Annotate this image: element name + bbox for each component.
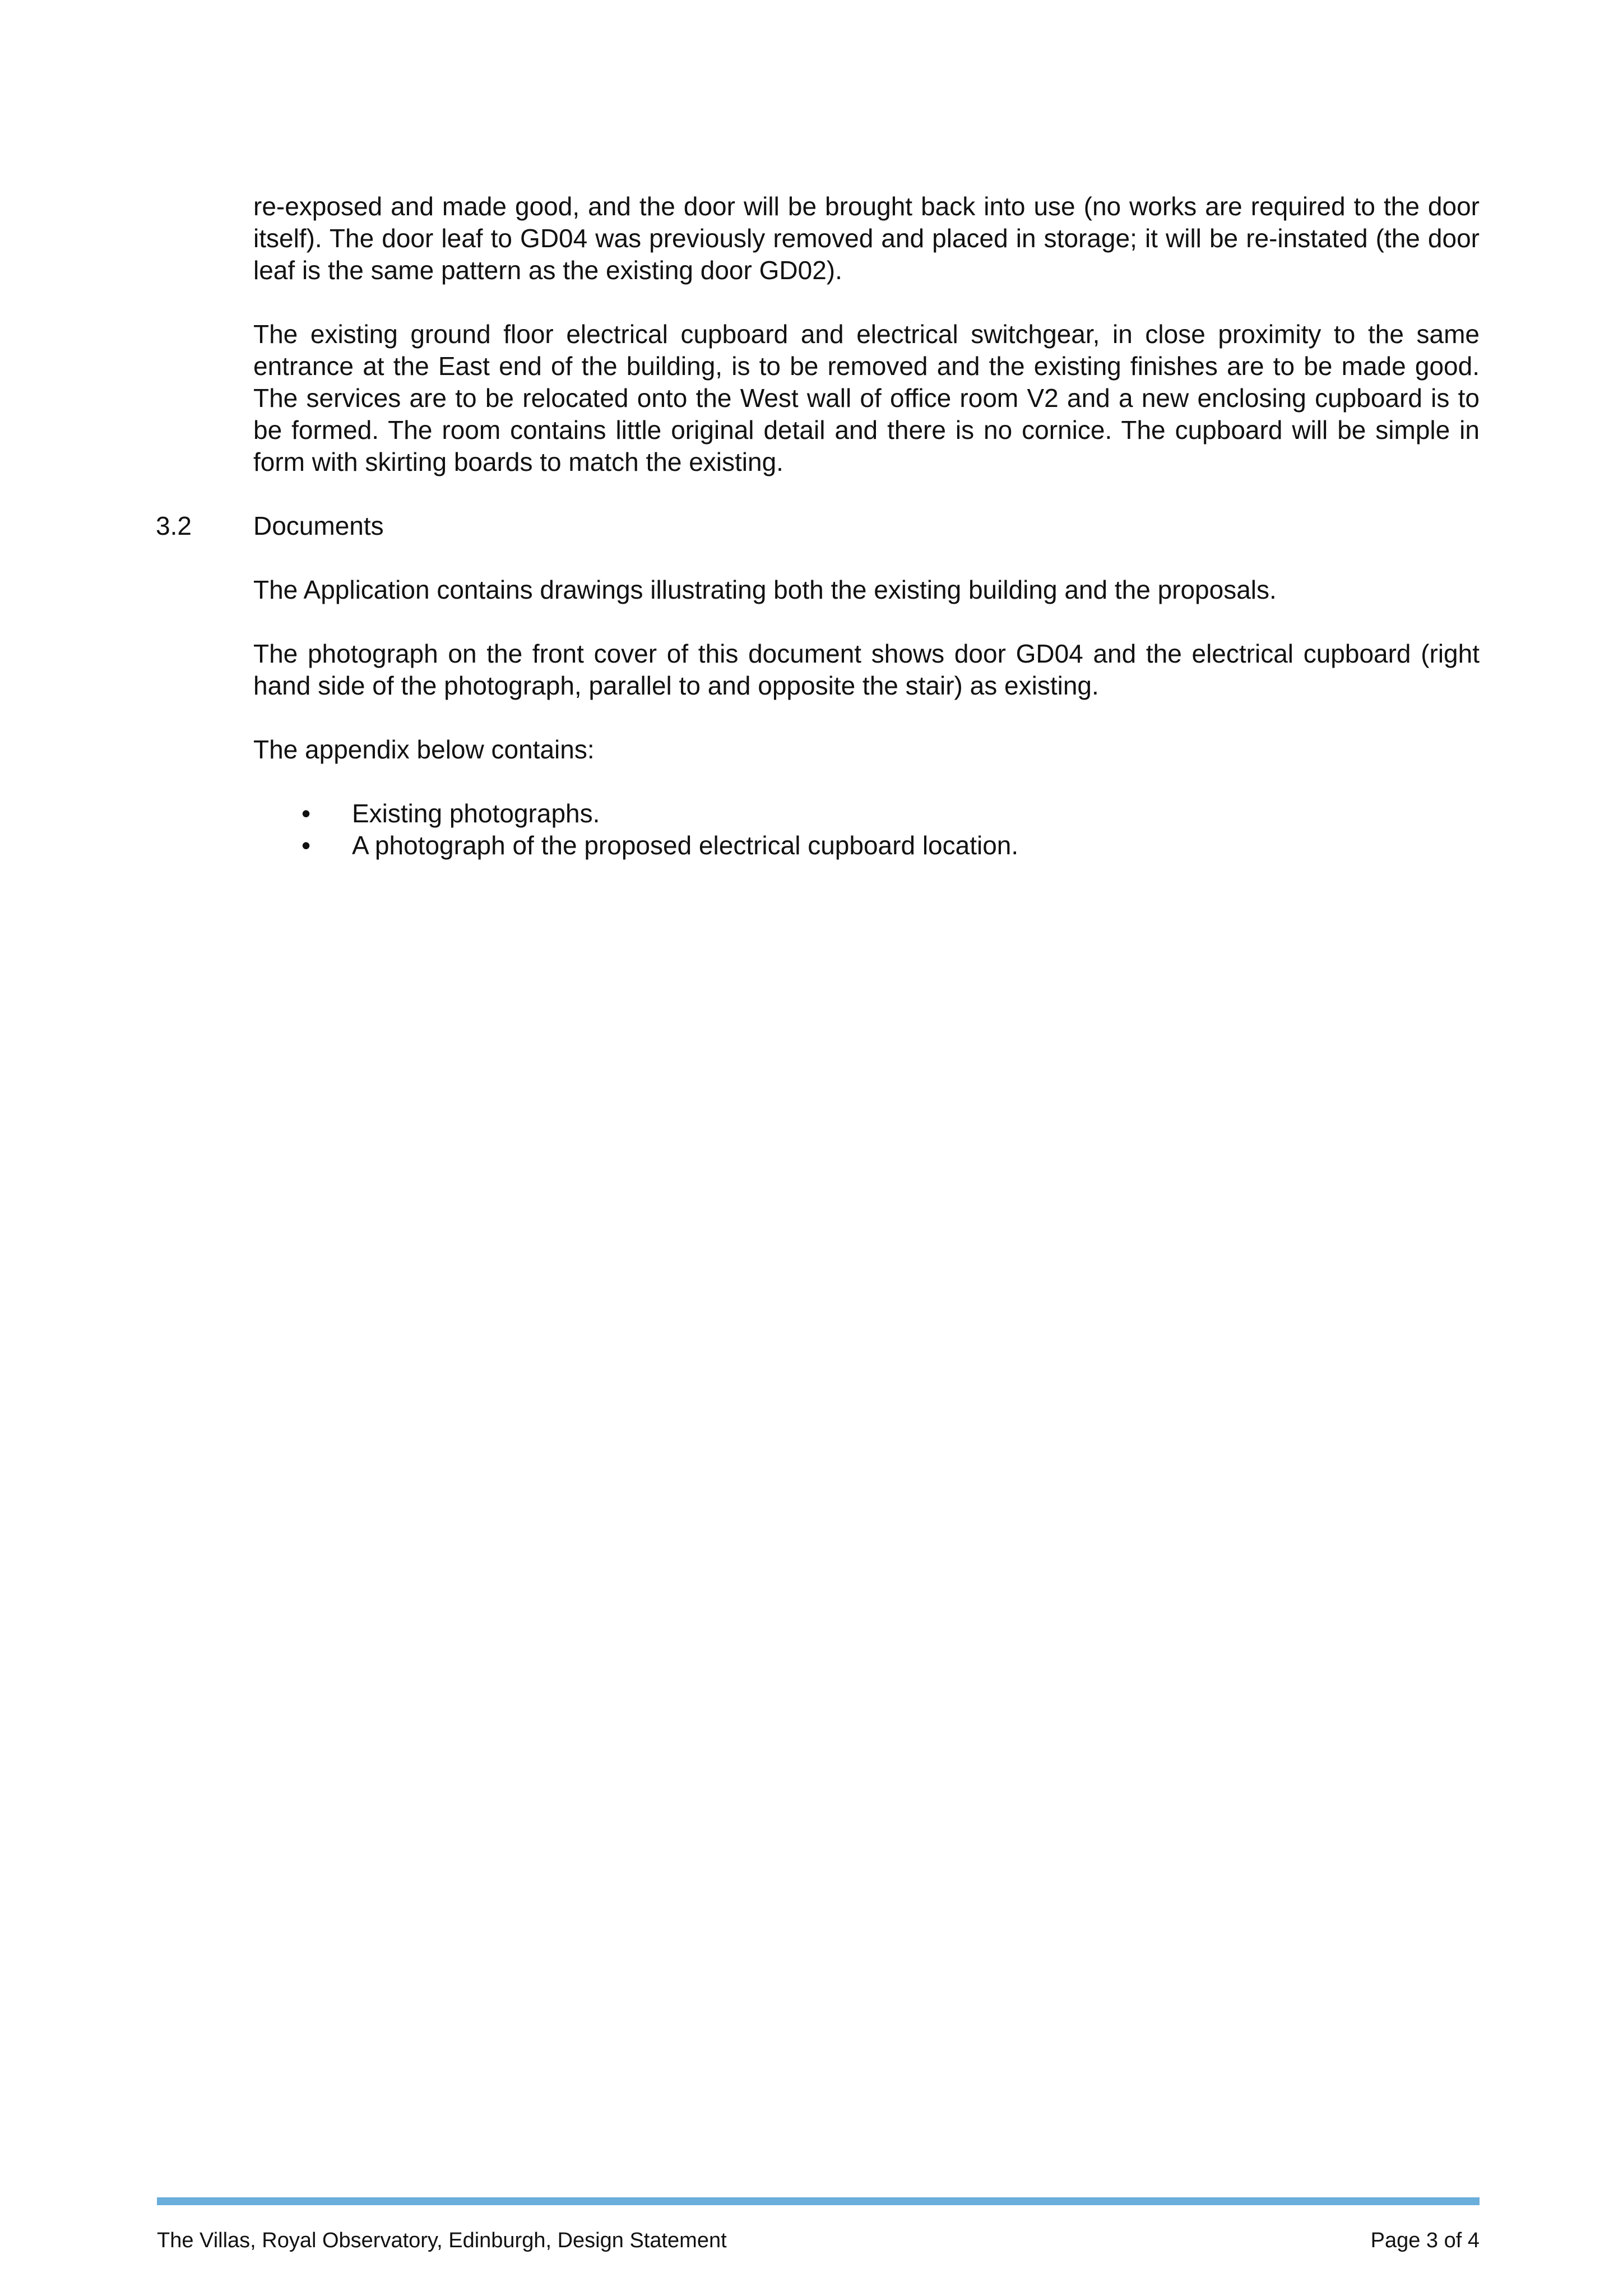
list-item-text: A photograph of the proposed electrical cupboard location. (352, 831, 1019, 860)
paragraph-appendix-intro: The appendix below contains: (253, 735, 595, 764)
paragraph-front-cover-photo: The photograph on the front cover of this document shows door GD04 and the electrical cupboard (right hand side of the photograph, parallel to and opposite the stair) as existing. (253, 639, 1480, 700)
list-item-text: Existing photographs. (352, 799, 600, 828)
paragraph-electrical-cupboard: The existing ground floor electrical cupboard and electrical switchgear, in close proximity to the same entrance at the East end of the building, is to be removed and the existing finishes are to be made good. The services are to be relocated onto the West wall of office room V2 and a new enclosing cupboard is to be formed. The room contains little original detail and there is no cornice. The cupboard will be simple in form with skirting boards to match the existing. (253, 320, 1480, 476)
bullet-icon: • (302, 831, 311, 860)
bullet-icon: • (302, 799, 311, 828)
list-item (253, 830, 1480, 862)
paragraph-door-reinstatement: re-exposed and made good, and the door will be brought back into use (no works are required to the door itself). The door leaf to GD04 was previously removed and placed in storage; it will be re-instated (the door leaf is the same pattern as the existing door GD02). (253, 192, 1480, 285)
footer-page-number: Page 3 of 4 (1370, 2229, 1480, 2252)
list-item (253, 798, 1480, 830)
section-number: 3.2 (156, 511, 192, 540)
section-heading (156, 510, 1480, 542)
footer-divider (157, 2197, 1480, 2205)
appendix-list (253, 798, 1480, 862)
document-body (156, 191, 1480, 862)
footer-document-title: The Villas, Royal Observatory, Edinburgh, Design Statement (157, 2229, 727, 2252)
page-footer (157, 2228, 1480, 2253)
section-title: Documents (253, 511, 384, 540)
paragraph-application-drawings: The Application contains drawings illustrating both the existing building and the proposals. (253, 575, 1277, 604)
